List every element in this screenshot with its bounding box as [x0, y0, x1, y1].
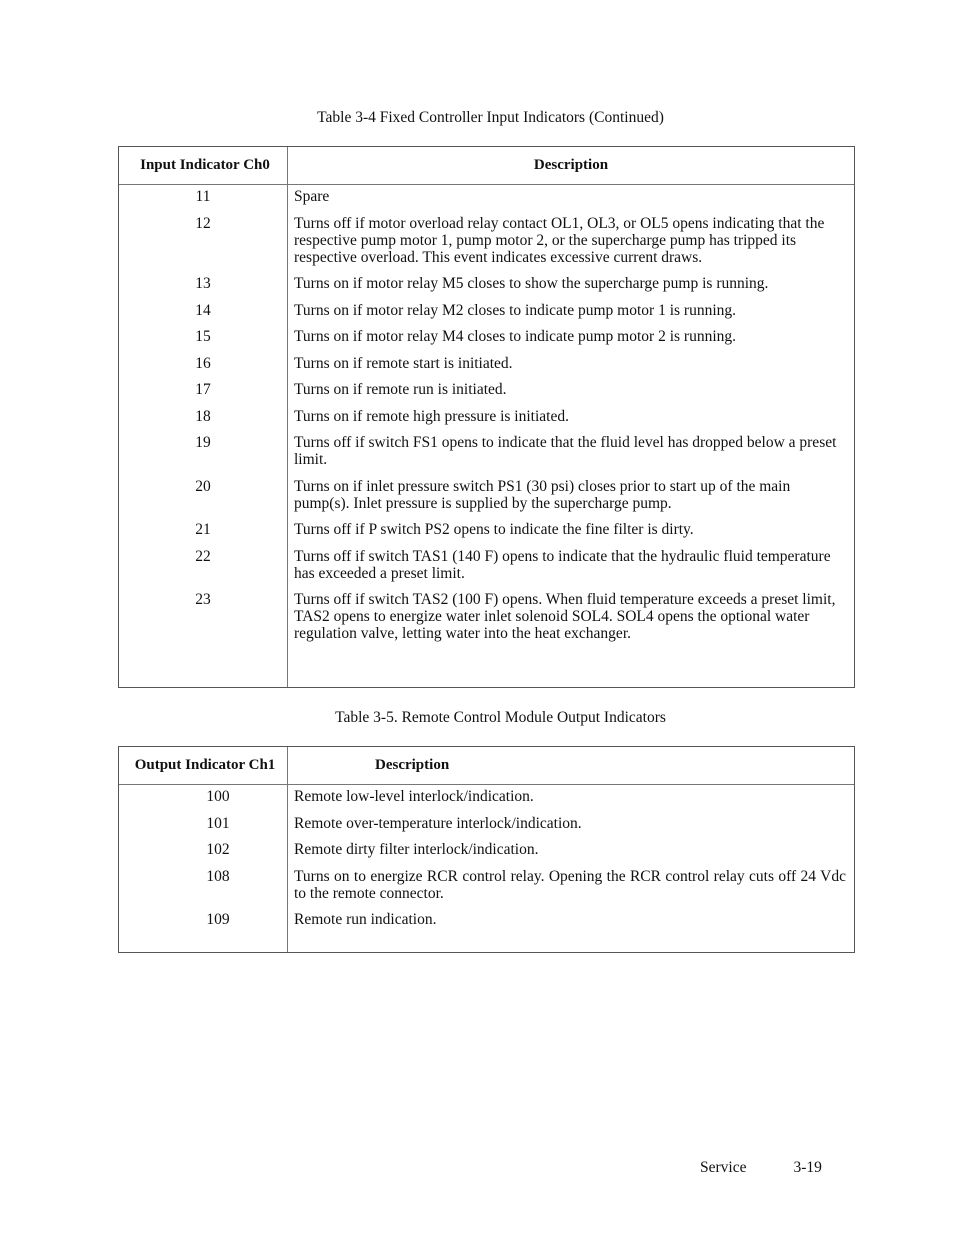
indicator-description: Turns off if switch TAS1 (140 F) opens to indicate that the hydraulic fluid temperature has exceeded a preset limit. [294, 547, 831, 582]
table-row [119, 815, 854, 832]
indicator-number: 19 [195, 434, 211, 451]
indicator-description: Turns on to energize RCR control relay. Opening the RCR control relay cuts off 24 Vdc to the remote connector. [294, 867, 846, 902]
indicator-number: 22 [195, 547, 211, 565]
table-header [119, 147, 854, 185]
col-header-output-indicator: Output Indicator Ch1 [134, 757, 276, 773]
indicator-number: 12 [195, 214, 211, 232]
table-body [119, 788, 854, 938]
table-row [119, 478, 854, 512]
table-row [119, 548, 854, 582]
indicator-number: 102 [206, 841, 230, 858]
indicator-description: Turns on if motor relay M4 closes to indicate pump motor 2 is running. [294, 328, 736, 345]
indicator-description: Turns on if remote start is initiated. [294, 354, 513, 372]
table-row [119, 188, 854, 205]
indicator-description: Turns on if remote high pressure is initiated. [294, 407, 569, 425]
indicator-description: Spare [294, 188, 330, 205]
output-indicators-table [118, 746, 855, 953]
indicator-number: 17 [195, 381, 211, 398]
page-number: 3-19 [793, 1159, 822, 1176]
indicator-number: 14 [195, 301, 211, 319]
indicator-number: 109 [206, 911, 230, 928]
indicator-number: 20 [195, 477, 211, 495]
table2-caption: Table 3-5. Remote Control Module Output Indicators [335, 709, 666, 726]
indicator-number: 23 [195, 591, 211, 608]
table-body [119, 188, 854, 652]
indicator-number: 15 [195, 328, 211, 345]
indicator-number: 13 [195, 275, 211, 292]
table-row [119, 408, 854, 425]
indicator-number: 101 [206, 814, 230, 832]
indicator-number: 11 [195, 188, 211, 205]
table-row [119, 355, 854, 372]
table-row [119, 275, 854, 292]
indicator-description: Remote run indication. [294, 911, 437, 928]
col-header-input-indicator: Input Indicator Ch0 [140, 157, 270, 173]
table-row [119, 328, 854, 345]
table-row [119, 521, 854, 538]
indicator-description: Turns on if motor relay M2 closes to indicate pump motor 1 is running. [294, 301, 736, 319]
table-row [119, 591, 854, 642]
col-header-description: Description [533, 157, 609, 173]
table-row [119, 302, 854, 319]
col-header-description: Description [375, 757, 450, 773]
indicator-number: 21 [195, 521, 211, 538]
indicator-description: Remote low-level interlock/indication. [294, 788, 534, 805]
table-row [119, 434, 854, 468]
indicator-description: Turns on if inlet pressure switch PS1 (30 psi) closes prior to start up of the main pump(s). Inlet pressure is supplied by the supercharge pump. [294, 477, 791, 512]
table1-caption: Table 3-4 Fixed Controller Input Indicators (Continued) [317, 109, 664, 126]
table-row [119, 911, 854, 928]
table-header [119, 747, 854, 785]
indicator-description: Remote dirty filter interlock/indication. [294, 841, 539, 858]
indicator-number: 18 [195, 407, 211, 425]
indicator-description: Turns off if P switch PS2 opens to indicate the fine filter is dirty. [294, 521, 694, 538]
table-row [119, 788, 854, 805]
page-footer [700, 1159, 822, 1177]
indicator-description: Turns off if switch FS1 opens to indicate that the fluid level has dropped below a preset limit. [294, 434, 837, 468]
indicator-number: 16 [195, 354, 211, 372]
indicator-number: 108 [206, 867, 230, 885]
table-row [119, 381, 854, 398]
indicator-description: Turns off if motor overload relay contact OL1, OL3, or OL5 opens indicating that the respective pump motor 1, pump motor 2, or the supercharge pump has tripped its respective overload. This event indicates excessive current draws. [294, 214, 825, 266]
indicator-description: Turns off if switch TAS2 (100 F) opens. When fluid temperature exceeds a preset limit, TAS2 opens to energize water inlet solenoid SOL4. SOL4 opens the optional water regulation valve, letting water into the heat exchanger. [294, 591, 836, 642]
indicator-description: Turns on if motor relay M5 closes to show the supercharge pump is running. [294, 275, 769, 292]
input-indicators-table [118, 146, 855, 688]
table-row [119, 868, 854, 902]
footer-section: Service [700, 1159, 747, 1176]
indicator-description: Remote over-temperature interlock/indication. [294, 814, 582, 832]
indicator-description: Turns on if remote run is initiated. [294, 381, 507, 398]
indicator-number: 100 [206, 788, 230, 805]
table-row [119, 215, 854, 266]
table-row [119, 841, 854, 858]
